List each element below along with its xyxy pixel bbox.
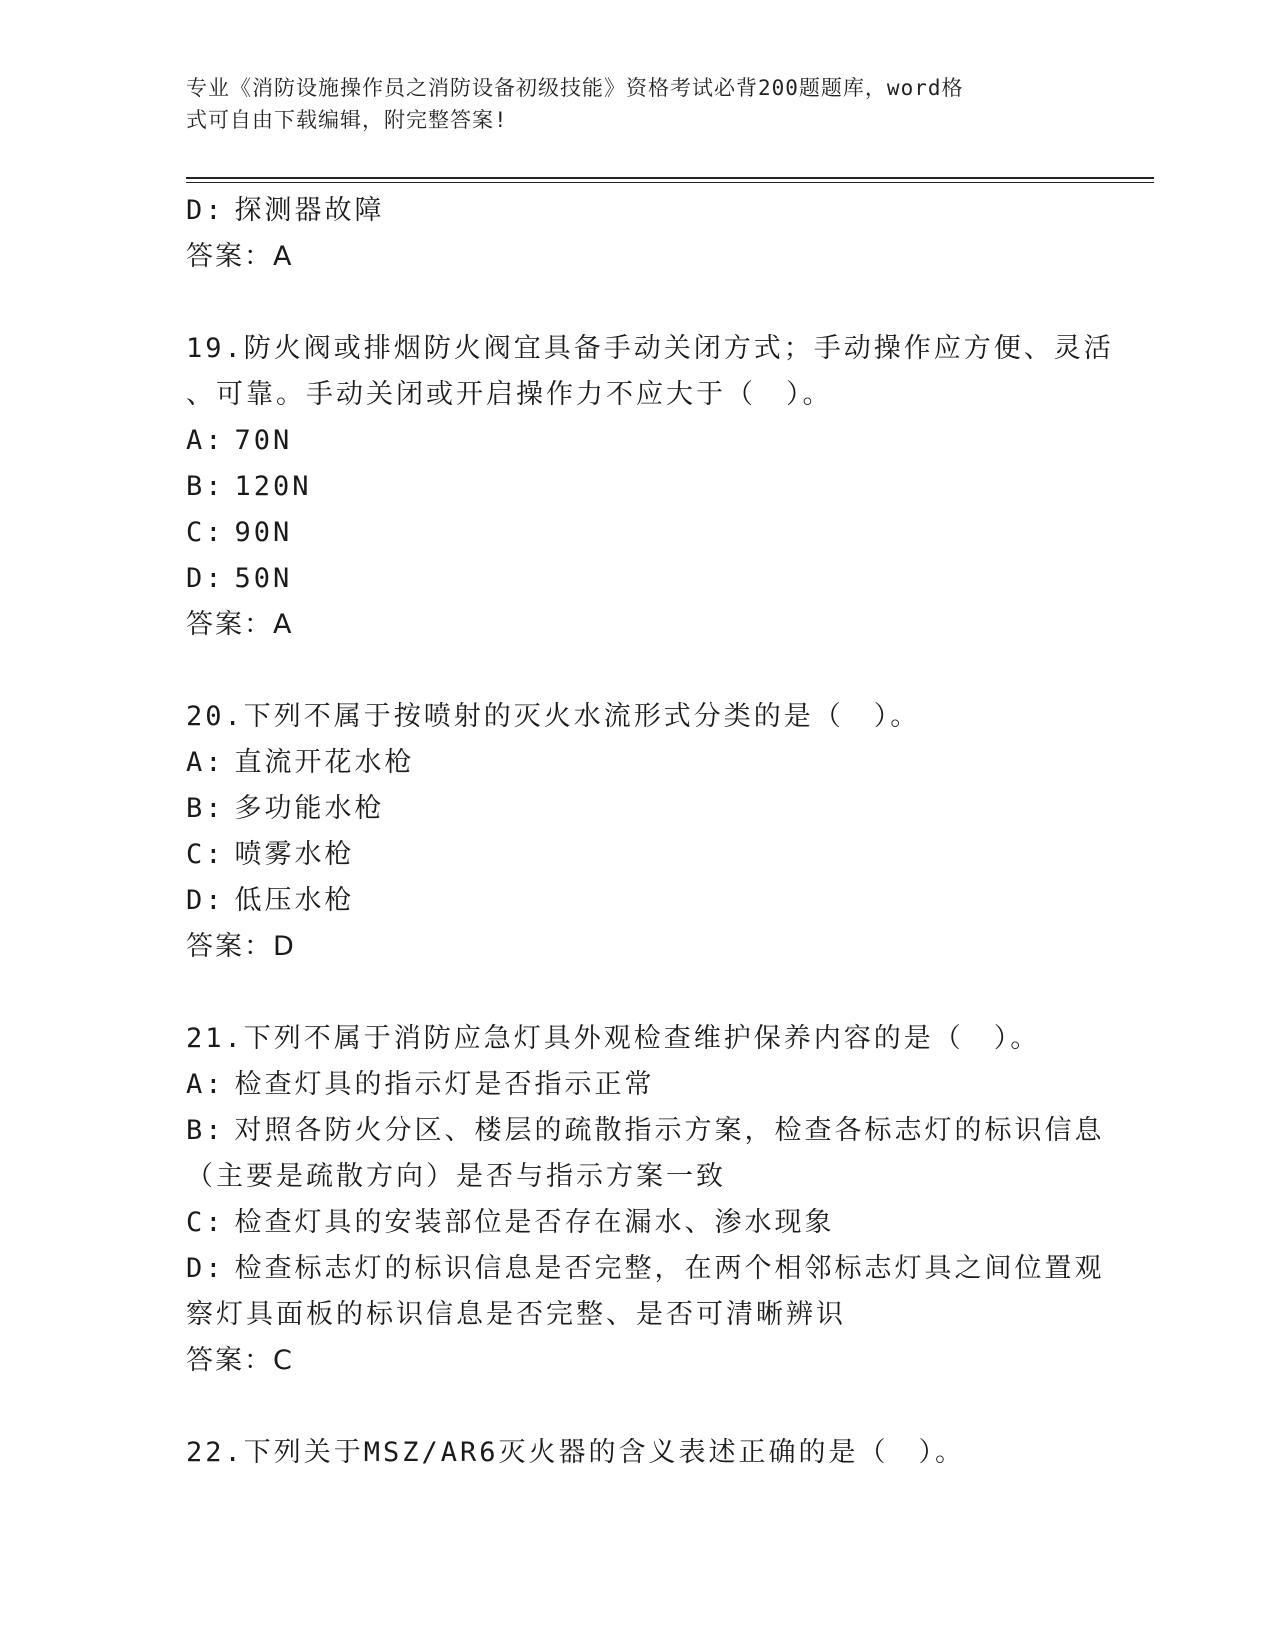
q19-option-d: D: 50N xyxy=(186,563,293,594)
header-rule-thin xyxy=(186,182,1154,183)
q21-option-d-line-1: D: 检查标志灯的标识信息是否完整，在两个相邻标志灯具之间位置观 xyxy=(186,1253,1105,1284)
q19-option-a: A: 70N xyxy=(186,425,293,456)
prev-answer: 答案：A xyxy=(186,241,294,272)
q21-option-b-line-1: B: 对照各防火分区、楼层的疏散指示方案，检查各标志灯的标识信息 xyxy=(186,1115,1105,1146)
q20-option-a: A: 直流开花水枪 xyxy=(186,747,415,778)
q19-stem-line-1: 19.防火阀或排烟防火阀宜具备手动关闭方式；手动操作应方便、灵活 xyxy=(186,333,1114,364)
document-header xyxy=(186,72,1066,136)
q20-answer: 答案：D xyxy=(186,931,296,962)
q19-answer: 答案：A xyxy=(186,609,294,640)
question-content xyxy=(186,188,1114,1476)
header-line-2: 式可自由下载编辑，附完整答案! xyxy=(186,108,508,132)
header-rule-thick xyxy=(186,177,1154,179)
q21-option-b-line-2: （主要是疏散方向）是否与指示方案一致 xyxy=(186,1161,726,1192)
q21-option-a: A: 检查灯具的指示灯是否指示正常 xyxy=(186,1069,655,1100)
q19-option-c: C: 90N xyxy=(186,517,293,548)
q21-option-c: C: 检查灯具的安装部位是否存在漏水、渗水现象 xyxy=(186,1207,835,1238)
q20-option-b: B: 多功能水枪 xyxy=(186,793,385,824)
q21-stem: 21.下列不属于消防应急灯具外观检查维护保养内容的是（ ）。 xyxy=(186,1023,1041,1054)
q19-stem-line-2: 、可靠。手动关闭或开启操作力不应大于（ ）。 xyxy=(186,379,833,410)
q20-stem: 20.下列不属于按喷射的灭火水流形式分类的是（ ）。 xyxy=(186,701,921,732)
q21-answer: 答案：C xyxy=(186,1345,294,1376)
prev-option-d: D: 探测器故障 xyxy=(186,195,385,226)
q21-option-d-line-2: 察灯具面板的标识信息是否完整、是否可清晰辨识 xyxy=(186,1299,846,1330)
q19-option-b: B: 120N xyxy=(186,471,312,502)
header-line-1: 专业《消防设施操作员之消防设备初级技能》资格考试必背200题题库，word格 xyxy=(186,76,964,100)
q22-stem: 22.下列关于MSZ/AR6灭火器的含义表述正确的是（ ）。 xyxy=(186,1437,966,1468)
q20-option-c: C: 喷雾水枪 xyxy=(186,839,355,870)
q20-option-d: D: 低压水枪 xyxy=(186,885,355,916)
